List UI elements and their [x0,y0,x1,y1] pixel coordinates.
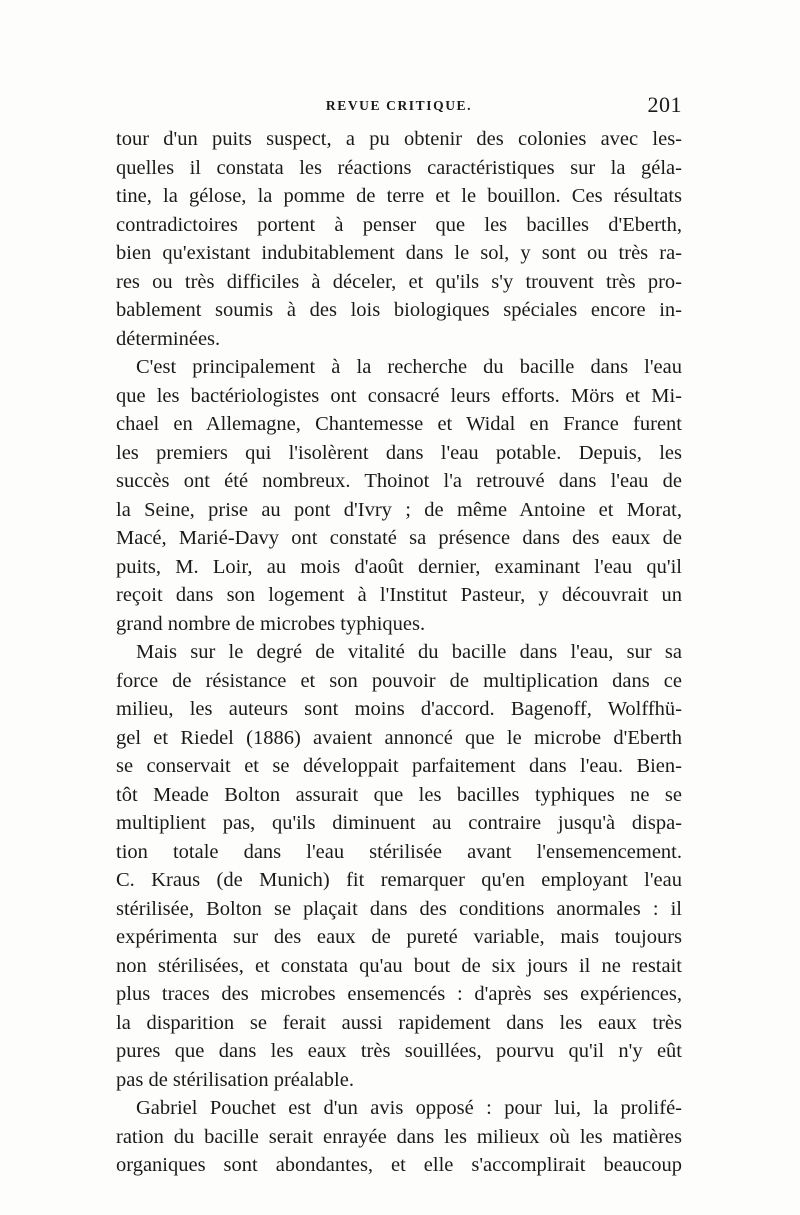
text-line: déterminées. [116,327,221,350]
text-line: Mais sur le degré de vitalité du bacille dans l'eau, sur sa [136,641,682,663]
text-line: plus traces des microbes ensemencés : d'après ses expériences, [116,983,682,1005]
text-line: reçoit dans son logement à l'Institut Pasteur, y découvrait un [116,584,682,606]
text-line: les premiers qui l'isolèrent dans l'eau potable. Depuis, les [116,441,682,464]
text-line: gel et Riedel (1886) avaient annoncé que le microbe d'Eberth [116,726,682,749]
text-line: stérilisée, Bolton se plaçait dans des conditions anormales : il [116,897,682,920]
text-line: tion totale dans l'eau stérilisée avant l'ensemencement. [116,840,682,863]
text-line: C'est principalement à la recherche du bacille dans l'eau [136,356,682,378]
text-line: que les bactériologistes ont consacré leurs efforts. Mörs et Mi- [116,384,682,407]
text-line: grand nombre de microbes typhiques. [116,612,426,635]
text-line: pures que dans les eaux très souillées, pourvu qu'il n'y eût [116,1040,682,1062]
text-line: pas de stérilisation préalable. [116,1068,354,1091]
text-line: force de résistance et son pouvoir de multiplication dans ce [116,669,682,692]
page-number: 201 [647,92,682,117]
body-text [116,125,682,1180]
text-line: multiplient pas, qu'ils diminuent au contraire jusqu'à dispa- [116,812,682,834]
running-head [116,92,682,122]
text-line: Gabriel Pouchet est d'un avis opposé : pour lui, la prolifé- [136,1097,682,1119]
text-line: contradictoires portent à penser que les bacilles d'Eberth, [116,213,682,236]
text-line: non stérilisées, et constata qu'au bout de six jours il ne restait [116,954,682,977]
text-line: succès ont été nombreux. Thoinot l'a retrouvé dans l'eau de [116,470,682,492]
text-line: expérimenta sur des eaux de pureté variable, mais toujours [116,926,682,948]
text-line: C. Kraus (de Munich) fit remarquer qu'en employant l'eau [116,869,682,891]
text-line: puits, M. Loir, au mois d'août dernier, examinant l'eau qu'il [116,555,682,578]
text-line: la disparition se ferait aussi rapidement dans les eaux très [116,1011,682,1034]
text-line: se conservait et se développait parfaitement dans l'eau. Bien- [116,755,682,777]
text-line: organiques sont abondantes, et elle s'accomplirait beaucoup [116,1154,682,1176]
text-line: ration du bacille serait enrayée dans les milieux où les matières [116,1125,682,1148]
text-line: tine, la gélose, la pomme de terre et le bouillon. Ces résultats [116,185,682,207]
text-line: bien qu'existant indubitablement dans le sol, y sont ou très ra- [116,242,682,264]
text-line: res ou très difficiles à déceler, et qu'ils s'y trouvent très pro- [116,270,682,293]
running-title: REVUE CRITIQUE. [325,98,473,113]
text-line: la Seine, prise au pont d'Ivry ; de même Antoine et Morat, [116,498,682,521]
text-line: quelles il constata les réactions caractéristiques sur la géla- [116,156,682,179]
text-line: tôt Meade Bolton assurait que les bacilles typhiques ne se [116,783,682,806]
text-line: chael en Allemagne, Chantemesse et Widal en France furent [116,413,682,435]
text-line: milieu, les auteurs sont moins d'accord. Bagenoff, Wolffhü- [116,698,682,720]
text-line: Macé, Marié-Davy ont constaté sa présence dans des eaux de [116,527,682,549]
text-line: tour d'un puits suspect, a pu obtenir des colonies avec les- [116,128,682,150]
text-line: bablement soumis à des lois biologiques spéciales encore in- [116,299,682,321]
